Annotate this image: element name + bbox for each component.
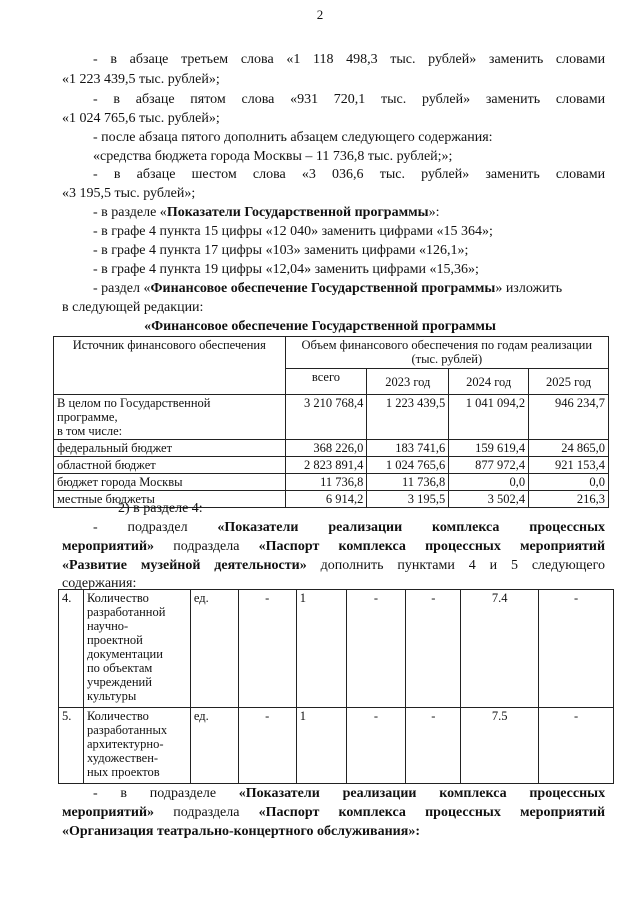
cell-value: 159 619,4 (449, 440, 529, 457)
cell-value: 3 502,4 (449, 491, 529, 508)
para9-line2: в следующей редакции: (62, 300, 204, 315)
para5: - в разделе «Показатели Государственной программы»: (93, 205, 440, 220)
para2-line1: - в абзаце пятом слова «931 720,1 тыс. рублей» заменить словами (93, 92, 606, 107)
cell-value: - (238, 708, 296, 784)
col-2023-header: 2023 год (367, 369, 449, 395)
cell-value: - (346, 590, 406, 708)
cell-value: 368 226,0 (285, 440, 367, 457)
cell-value: 6 914,2 (285, 491, 367, 508)
indicator-name: Количество разработанных архитектурно- художествен- ных проектов (83, 708, 190, 784)
table-row (59, 708, 614, 784)
sub2-line3: «Организация театрально-концертного обслуживания»: (62, 824, 420, 839)
cell-value: - (539, 590, 614, 708)
row-total-2023: 1 223 439,5 (367, 395, 449, 440)
para1-line1: - в абзаце третьем слова «1 118 498,3 тыс. рублей» заменить словами (93, 52, 606, 67)
cell-value: 183 741,6 (367, 440, 449, 457)
cell-value: 24 865,0 (529, 440, 609, 457)
sub2-line2: мероприятий» подраздела «Паспорт комплекса процессных мероприятий (62, 805, 606, 820)
row-number: 5. (59, 708, 84, 784)
row-label: областной бюджет (54, 457, 286, 474)
cell-value: 877 972,4 (449, 457, 529, 474)
para2-line2: «1 024 765,6 тыс. рублей»; (62, 111, 220, 126)
para4-line1: - в абзаце шестом слова «3 036,6 тыс. рублей» заменить словами (93, 167, 606, 182)
cell-value: 1 024 765,6 (367, 457, 449, 474)
para8: - в графе 4 пункта 19 цифры «12,04» заменить цифрами «15,36»; (93, 262, 479, 277)
row-total-all: 3 210 768,4 (285, 395, 367, 440)
section-2-heading: 2) в разделе 4: (118, 501, 203, 516)
row-total-2025: 946 234,7 (529, 395, 609, 440)
table-row (54, 457, 609, 474)
cell-value: - (346, 708, 406, 784)
row-total-2024: 1 041 094,2 (449, 395, 529, 440)
cell-value: 1 (296, 590, 346, 708)
source-header: Источник финансового обеспечения (54, 337, 286, 395)
sub1-line1: - подраздел «Показатели реализации комплекса процессных (93, 520, 606, 535)
cell-value: 11 736,8 (367, 474, 449, 491)
cell-value: 11 736,8 (285, 474, 367, 491)
sub1-line3: «Развитие музейной деятельности» дополнить пунктами 4 и 5 следующего (62, 558, 606, 573)
finance-table (53, 336, 609, 508)
cell-value: 0,0 (529, 474, 609, 491)
row-label: федеральный бюджет (54, 440, 286, 457)
para4-line2: «3 195,5 тыс. рублей»; (62, 186, 196, 201)
cell-value: 1 (296, 708, 346, 784)
page-number: 2 (316, 7, 324, 22)
cell-value: 0,0 (449, 474, 529, 491)
unit-cell: ед. (190, 708, 238, 784)
col-total-header: всего (285, 369, 367, 395)
sub1-line4: содержания: (62, 576, 137, 591)
table-row (59, 590, 614, 708)
row-total-label: В целом по Государственной программе, в том числе: (54, 395, 286, 440)
para9-line1: - раздел «Финансовое обеспечение Государственной программы» изложить (93, 281, 563, 296)
cell-value: 921 153,4 (529, 457, 609, 474)
col-2024-header: 2024 год (449, 369, 529, 395)
indicators-table (58, 589, 614, 784)
fin-table-title: «Финансовое обеспечение Государственной программы (144, 319, 496, 334)
row-number: 4. (59, 590, 84, 708)
table-row (54, 440, 609, 457)
row-label: бюджет города Москвы (54, 474, 286, 491)
cell-value: 7.5 (461, 708, 539, 784)
para1-line2: «1 223 439,5 тыс. рублей»; (62, 72, 220, 87)
cell-value: - (238, 590, 296, 708)
sub2-line1: - в подразделе «Показатели реализации комплекса процессных (93, 786, 606, 801)
sub1-line2: мероприятий» подраздела «Паспорт комплекса процессных мероприятий (62, 539, 606, 554)
table-row (54, 395, 609, 440)
unit-cell: ед. (190, 590, 238, 708)
cell-value: 216,3 (529, 491, 609, 508)
indicator-name: Количество разработанной научно- проектной документации по объектам учреждений культуры (83, 590, 190, 708)
table-row (54, 474, 609, 491)
cell-value: 3 195,5 (367, 491, 449, 508)
para6: - в графе 4 пункта 15 цифры «12 040» заменить цифрами «15 364»; (93, 224, 493, 239)
para7: - в графе 4 пункта 17 цифры «103» заменить цифрами «126,1»; (93, 243, 469, 258)
col-2025-header: 2025 год (529, 369, 609, 395)
para3-line1: - после абзаца пятого дополнить абзацем следующего содержания: (93, 130, 493, 145)
row-label: местные бюджеты (54, 491, 286, 508)
cell-value: - (406, 708, 461, 784)
cell-value: - (539, 708, 614, 784)
cell-value: - (406, 590, 461, 708)
volume-header: Объем финансового обеспечения по годам реализации (тыс. рублей) (285, 337, 608, 369)
cell-value: 2 823 891,4 (285, 457, 367, 474)
para3-line2: «средства бюджета города Москвы – 11 736,8 тыс. рублей;»; (93, 149, 453, 164)
cell-value: 7.4 (461, 590, 539, 708)
